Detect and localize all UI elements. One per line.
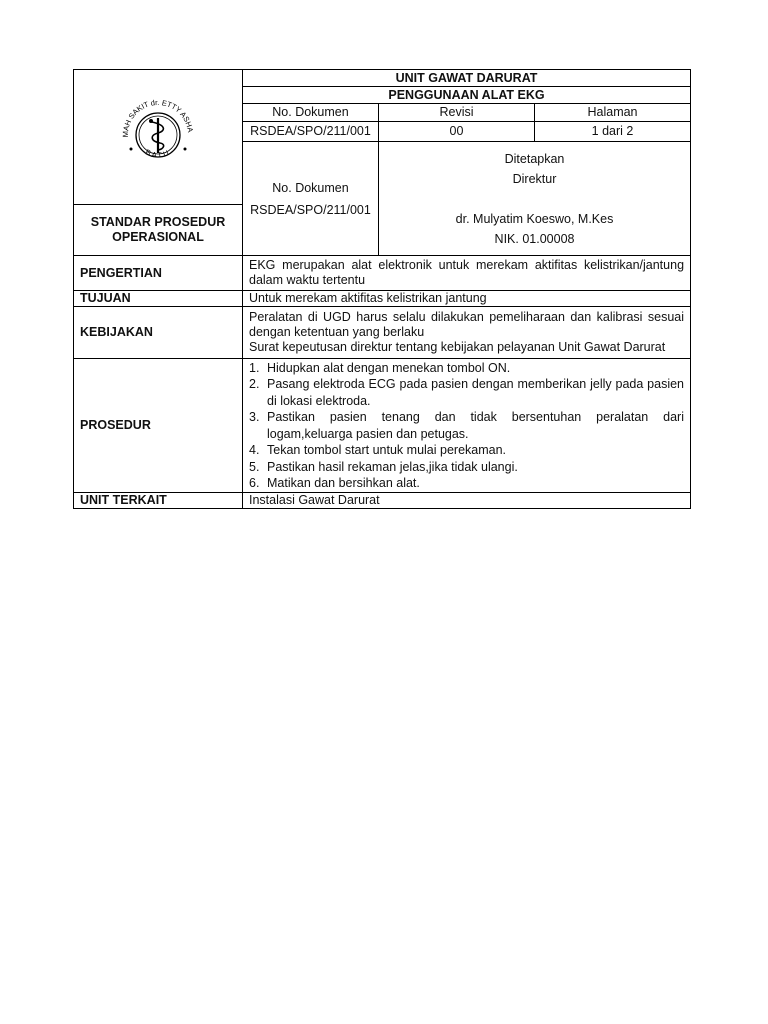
page-value: 1 dari 2 [535, 122, 691, 142]
prosedur-content [243, 359, 691, 493]
step-text: Pastikan hasil rekaman jelas,jika tidak ulangi. [267, 459, 518, 474]
sop-table [73, 69, 691, 509]
approval-label: Ditetapkan [504, 151, 565, 166]
sop-title-line2: OPERASIONAL [112, 230, 204, 244]
logo-cell [74, 70, 243, 205]
svg-text:RUMAH SAKIT dr. ETTY ASHARTO [114, 91, 195, 137]
step-number: 3. [249, 410, 260, 424]
document-title: PENGGUNAAN ALAT EKG [243, 87, 691, 104]
prosedur-step [249, 360, 684, 377]
doc-no-label: No. Dokumen [243, 104, 379, 122]
step-text: Tekan tombol start untuk mulai perekaman. [267, 443, 507, 457]
prosedur-steps [249, 360, 684, 492]
approval-block [379, 142, 691, 256]
pengertian-label: PENGERTIAN [74, 256, 243, 291]
sop-title-line1: STANDAR PROSEDUR [90, 215, 226, 229]
kebijakan-line-1: Peralatan di UGD harus selalu dilakukan pemeliharaan dan kalibrasi sesuai dengan ketentuan yang berlaku [249, 310, 685, 339]
logo-text-bottom: BATU [144, 147, 172, 160]
hospital-logo-icon [114, 91, 202, 179]
logo-text-top: MAH SAKIT dr. ETTY ASHA [120, 97, 195, 138]
approval-role: Direktur [512, 171, 557, 186]
prosedur-label: PROSEDUR [74, 359, 243, 493]
approver-name: dr. Mulyatim Koeswo, M.Kes [455, 211, 614, 226]
step-number: 6. [249, 476, 260, 490]
revision-value: 00 [379, 122, 535, 142]
unit-terkait-label: UNIT TERKAIT [74, 493, 243, 509]
prosedur-step [249, 442, 684, 459]
unit-terkait-text: Instalasi Gawat Darurat [243, 493, 691, 509]
step-number: 1. [249, 360, 260, 375]
doc-no-value: RSDEA/SPO/211/001 [243, 122, 379, 142]
prosedur-step [249, 475, 684, 492]
pengertian-text: EKG merupakan alat elektronik untuk merekam aktifitas kelistrikan/jantung dalam waktu tertentu [243, 256, 691, 291]
revision-label: Revisi [379, 104, 535, 122]
step-number: 2. [249, 377, 260, 391]
doc-no-block [243, 142, 379, 256]
prosedur-step [249, 459, 684, 476]
doc-no-label-2: No. Dokumen [272, 180, 349, 195]
page-label: Halaman [535, 104, 691, 122]
step-text: Matikan dan bersihkan alat. [267, 476, 420, 490]
step-number: 5. [249, 459, 260, 474]
step-number: 4. [249, 443, 260, 457]
step-text: Pastikan pasien tenang dan tidak bersentuhan peralatan dari logam,keluarga pasien dan petugas. [267, 410, 685, 441]
tujuan-label: TUJUAN [74, 291, 243, 307]
step-text: Hidupkan alat dengan menekan tombol ON. [267, 360, 511, 375]
kebijakan-content [243, 307, 691, 359]
step-text: Pasang elektroda ECG pada pasien dengan memberikan jelly pada pasien di lokasi elektroda. [267, 377, 685, 408]
kebijakan-line-2: Surat kepeutusan direktur tentang kebijakan pelayanan Unit Gawat Darurat [249, 340, 666, 354]
doc-no-value-2: RSDEA/SPO/211/001 [250, 202, 371, 217]
unit-title: UNIT GAWAT DARURAT [243, 70, 691, 87]
sop-title [74, 205, 243, 256]
prosedur-step [249, 376, 684, 409]
tujuan-text: Untuk merekam aktifitas kelistrikan jantung [243, 291, 691, 307]
approver-nik: NIK. 01.00008 [494, 231, 575, 246]
kebijakan-label: KEBIJAKAN [74, 307, 243, 359]
prosedur-step [249, 409, 684, 442]
